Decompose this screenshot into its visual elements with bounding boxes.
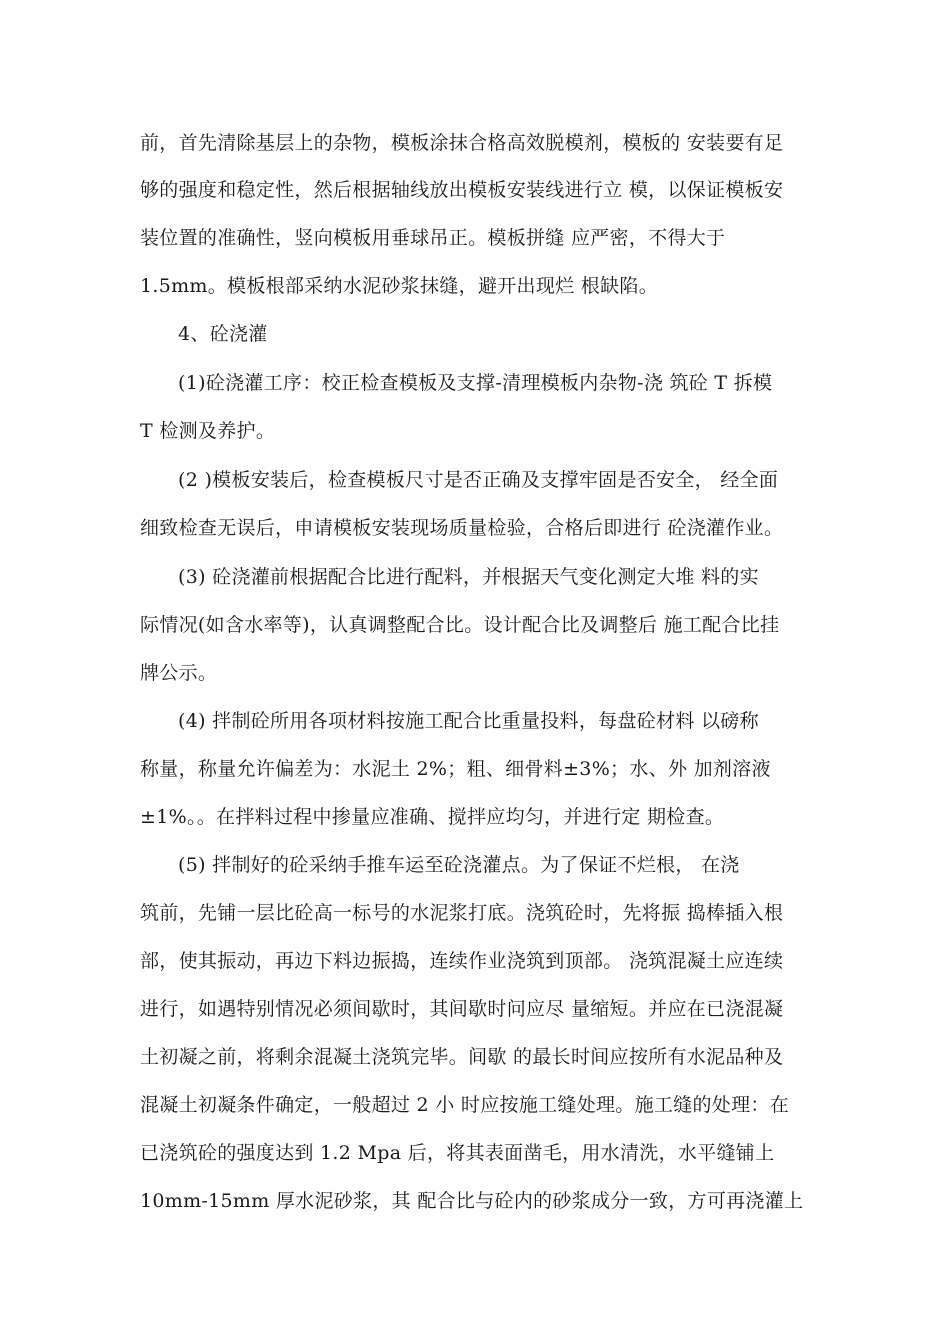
text-line-19: 进行，如遇特别情况必须间歇时，其间歇时问应尽 量缩短。并应在已浇混凝 [140,998,784,1020]
text-line-21: 混凝土初凝条件确定，一般超过 2 小 时应按施工缝处理。施工缝的处理：在 [140,1094,790,1116]
text-line-13: (4) 拌制砼所用各项材料按施工配合比重量投料，每盘砼材料 以磅称 [178,710,759,732]
text-line-10: (3) 砼浇灌前根据配合比进行配料，并根据天气变化测定大堆 料的实 [178,566,759,588]
text-line-2: 够的强度和稳定性，然后根据轴线放出模板安装线进行立 模，以保证模板安 [140,179,784,201]
text-line-8: (2 )模板安装后，检查模板尺寸是否正确及支撑牢固是否安全， 经全面 [178,469,779,491]
text-line-12: 牌公示。 [140,662,218,684]
section-heading: 4、砼浇灌 [178,323,268,345]
text-line-14: 称量，称量允许偏差为：水泥土 2%；粗、细骨料±3%；水、外 加剂溶液 [140,758,771,780]
text-line-4: 1.5mm。模板根部采纳水泥砂浆抹缝，避开出现烂 根缺陷。 [140,275,658,297]
text-line-7: T 检测及养护。 [140,420,276,442]
text-line-1: 前，首先清除基层上的杂物，模板涂抹合格高效脱模剂，模板的 安装要有足 [140,132,784,154]
text-line-17: 筑前，先铺一层比砼高一标号的水泥浆打底。浇筑砼时，先将振 捣棒插入根 [140,902,784,924]
text-line-18: 部，使其振动，再边下料边振捣，连续作业浇筑到顶部。 浇筑混凝土应连续 [140,950,784,972]
text-line-23: 10mm-15mm 厚水泥砂浆，其 配合比与砼内的砂浆成分一致，方可再浇灌上 [140,1190,804,1212]
text-line-3: 装位置的准确性，竖向模板用垂球吊正。模板拼缝 应严密，不得大于 [140,227,726,249]
text-line-11: 际情况(如含水率等)，认真调整配合比。设计配合比及调整后 施工配合比挂 [140,614,780,636]
text-line-20: 土初凝之前，将剩余混凝土浇筑完毕。间歇 的最长时间应按所有水泥品种及 [140,1046,784,1068]
text-line-9: 细致检查无误后，申请模板安装现场质量检验，合格后即进行 砼浇灌作业。 [140,517,784,539]
text-line-15: ±1%。。在拌料过程中掺量应准确、搅拌应均匀，并进行定 期检查。 [140,806,725,828]
text-line-22: 已浇筑砼的强度达到 1.2 Mpa 后，将其表面凿毛，用水清洗，水平缝铺上 [140,1142,775,1164]
text-line-6: (1)砼浇灌工序：校正检查模板及支撑-清理模板内杂物-浇 筑砼 T 拆模 [178,372,773,394]
text-line-16: (5) 拌制好的砼采纳手推车运至砼浇灌点。为了保证不烂根， 在浇 [178,854,740,876]
